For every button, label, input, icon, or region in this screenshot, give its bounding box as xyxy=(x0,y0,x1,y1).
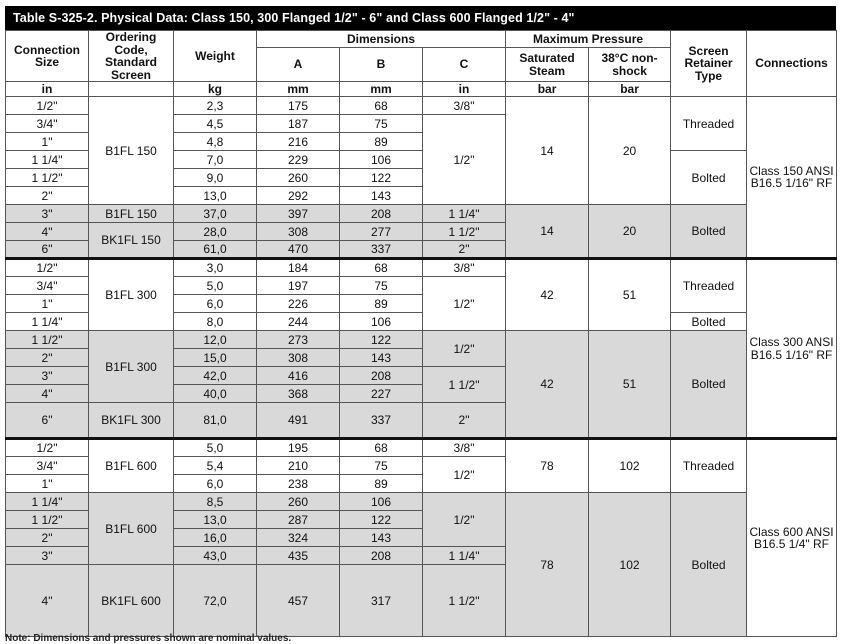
steam-pressure-cell: 14 xyxy=(506,97,589,205)
nonshock-pressure-cell: 20 xyxy=(589,97,671,205)
ordering-code-cell: BK1FL 600 xyxy=(89,565,174,637)
dim-b-cell: 227 xyxy=(340,385,423,403)
retainer-cell: Bolted xyxy=(671,493,747,637)
weight-cell: 5,0 xyxy=(174,277,257,295)
size-cell: 3" xyxy=(6,367,89,385)
dim-b-cell: 68 xyxy=(340,259,423,277)
unit-nonshock: bar xyxy=(589,82,671,97)
dim-a-cell: 210 xyxy=(257,457,340,475)
size-cell: 1" xyxy=(6,475,89,493)
nonshock-pressure-cell: 102 xyxy=(589,493,671,637)
dim-b-cell: 106 xyxy=(340,313,423,331)
dim-a-cell: 175 xyxy=(257,97,340,115)
dim-b-cell: 143 xyxy=(340,349,423,367)
retainer-cell: Bolted xyxy=(671,151,747,205)
dim-a-cell: 435 xyxy=(257,547,340,565)
dim-a-cell: 397 xyxy=(257,205,340,223)
weight-cell: 5,4 xyxy=(174,457,257,475)
header-dim-c: C xyxy=(423,48,506,82)
unit-c: in xyxy=(423,82,506,97)
weight-cell: 7,0 xyxy=(174,151,257,169)
size-cell: 3" xyxy=(6,205,89,223)
size-cell: 3/4" xyxy=(6,457,89,475)
header-dim-a: A xyxy=(257,48,340,82)
dim-a-cell: 216 xyxy=(257,133,340,151)
retainer-cell: Threaded xyxy=(671,259,747,313)
dim-b-cell: 68 xyxy=(340,97,423,115)
weight-cell: 61,0 xyxy=(174,241,257,259)
unit-weight: kg xyxy=(174,82,257,97)
size-cell: 3/4" xyxy=(6,115,89,133)
weight-cell: 16,0 xyxy=(174,529,257,547)
table-row xyxy=(6,331,837,349)
table-row xyxy=(6,439,837,457)
dim-c-cell: 1 1/2" xyxy=(423,565,506,637)
size-cell: 1 1/4" xyxy=(6,493,89,511)
connections-class600: Class 600 ANSI B16.5 1/4" RF xyxy=(747,439,837,637)
dim-b-cell: 122 xyxy=(340,331,423,349)
nonshock-pressure-cell: 51 xyxy=(589,259,671,331)
dim-a-cell: 470 xyxy=(257,241,340,259)
ordering-code-cell: B1FL 150 xyxy=(89,205,174,223)
size-cell: 6" xyxy=(6,403,89,439)
weight-cell: 37,0 xyxy=(174,205,257,223)
dim-b-cell: 143 xyxy=(340,529,423,547)
dim-a-cell: 457 xyxy=(257,565,340,637)
dim-c-cell: 2" xyxy=(423,241,506,259)
size-cell: 1 1/2" xyxy=(6,511,89,529)
weight-cell: 6,0 xyxy=(174,475,257,493)
header-connection-size: Connection Size xyxy=(6,31,89,82)
table-row xyxy=(6,97,837,115)
connections-class300: Class 300 ANSI B16.5 1/16" RF xyxy=(747,259,837,439)
weight-cell: 13,0 xyxy=(174,511,257,529)
dim-a-cell: 244 xyxy=(257,313,340,331)
weight-cell: 13,0 xyxy=(174,187,257,205)
steam-pressure-cell: 78 xyxy=(506,439,589,493)
dim-a-cell: 260 xyxy=(257,169,340,187)
weight-cell: 4,5 xyxy=(174,115,257,133)
size-cell: 6" xyxy=(6,241,89,259)
header-dimensions: Dimensions xyxy=(257,31,506,48)
retainer-cell: Bolted xyxy=(671,331,747,439)
size-cell: 1" xyxy=(6,295,89,313)
dim-a-cell: 491 xyxy=(257,403,340,439)
unit-a: mm xyxy=(257,82,340,97)
dim-a-cell: 324 xyxy=(257,529,340,547)
header-maximum-pressure: Maximum Pressure xyxy=(506,31,671,48)
weight-cell: 8,5 xyxy=(174,493,257,511)
header-screen-retainer-type: Screen Retainer Type xyxy=(671,31,747,97)
dim-b-cell: 75 xyxy=(340,115,423,133)
ordering-code-cell: B1FL 600 xyxy=(89,493,174,565)
connections-class150: Class 150 ANSI B16.5 1/16" RF xyxy=(747,97,837,259)
size-cell: 4" xyxy=(6,223,89,241)
dim-b-cell: 75 xyxy=(340,457,423,475)
dim-c-cell: 3/8" xyxy=(423,439,506,457)
dim-a-cell: 226 xyxy=(257,295,340,313)
header-dim-b: B xyxy=(340,48,423,82)
weight-cell: 4,8 xyxy=(174,133,257,151)
table-row xyxy=(6,205,837,223)
dim-b-cell: 68 xyxy=(340,439,423,457)
retainer-cell: Bolted xyxy=(671,205,747,259)
size-cell: 1 1/4" xyxy=(6,151,89,169)
dim-c-cell: 3/8" xyxy=(423,97,506,115)
dim-c-cell: 1/2" xyxy=(423,277,506,331)
weight-cell: 12,0 xyxy=(174,331,257,349)
dim-a-cell: 229 xyxy=(257,151,340,169)
dim-b-cell: 208 xyxy=(340,367,423,385)
ordering-code-cell: B1FL 150 xyxy=(89,97,174,205)
dim-a-cell: 416 xyxy=(257,367,340,385)
dim-a-cell: 287 xyxy=(257,511,340,529)
dim-a-cell: 308 xyxy=(257,223,340,241)
steam-pressure-cell: 42 xyxy=(506,331,589,439)
retainer-cell: Threaded xyxy=(671,439,747,493)
dim-c-cell: 3/8" xyxy=(423,259,506,277)
header-saturated-steam: Saturated Steam xyxy=(506,48,589,82)
table-row xyxy=(6,493,837,511)
dim-a-cell: 184 xyxy=(257,259,340,277)
physical-data-table xyxy=(5,30,837,637)
ordering-code-cell: B1FL 300 xyxy=(89,259,174,331)
steam-pressure-cell: 14 xyxy=(506,205,589,259)
dim-c-cell: 1/2" xyxy=(423,493,506,547)
steam-pressure-cell: 78 xyxy=(506,493,589,637)
weight-cell: 42,0 xyxy=(174,367,257,385)
dim-c-cell: 1 1/4" xyxy=(423,547,506,565)
ordering-code-cell: BK1FL 150 xyxy=(89,223,174,259)
size-cell: 2" xyxy=(6,349,89,367)
size-cell: 2" xyxy=(6,187,89,205)
dim-c-cell: 1/2" xyxy=(423,331,506,367)
weight-cell: 2,3 xyxy=(174,97,257,115)
size-cell: 4" xyxy=(6,565,89,637)
dim-b-cell: 337 xyxy=(340,403,423,439)
weight-cell: 43,0 xyxy=(174,547,257,565)
dim-b-cell: 143 xyxy=(340,187,423,205)
size-cell: 1" xyxy=(6,133,89,151)
dim-c-cell: 1 1/4" xyxy=(423,205,506,223)
dim-b-cell: 89 xyxy=(340,475,423,493)
unit-size: in xyxy=(6,82,89,97)
header-connections: Connections xyxy=(747,31,837,97)
size-cell: 1 1/2" xyxy=(6,331,89,349)
weight-cell: 81,0 xyxy=(174,403,257,439)
dim-c-cell: 1 1/2" xyxy=(423,223,506,241)
header-ordering-code-continued xyxy=(89,82,174,97)
weight-cell: 9,0 xyxy=(174,169,257,187)
table-row xyxy=(6,259,837,277)
weight-cell: 3,0 xyxy=(174,259,257,277)
dim-b-cell: 122 xyxy=(340,511,423,529)
dim-a-cell: 238 xyxy=(257,475,340,493)
dim-c-cell: 1/2" xyxy=(423,115,506,205)
dim-a-cell: 187 xyxy=(257,115,340,133)
ordering-code-cell: B1FL 600 xyxy=(89,439,174,493)
dim-b-cell: 317 xyxy=(340,565,423,637)
retainer-cell: Threaded xyxy=(671,97,747,151)
dim-b-cell: 277 xyxy=(340,223,423,241)
weight-cell: 5,0 xyxy=(174,439,257,457)
nonshock-pressure-cell: 20 xyxy=(589,205,671,259)
dim-a-cell: 260 xyxy=(257,493,340,511)
retainer-cell: Bolted xyxy=(671,313,747,331)
size-cell: 1 1/2" xyxy=(6,169,89,187)
header-non-shock: 38°C non-shock xyxy=(589,48,671,82)
dim-a-cell: 292 xyxy=(257,187,340,205)
ordering-code-cell: BK1FL 300 xyxy=(89,403,174,439)
footnote: Note: Dimensions and pressures shown are nominal values. xyxy=(5,633,292,644)
size-cell: 1/2" xyxy=(6,259,89,277)
dim-a-cell: 197 xyxy=(257,277,340,295)
dim-b-cell: 122 xyxy=(340,169,423,187)
dim-b-cell: 106 xyxy=(340,151,423,169)
dim-b-cell: 89 xyxy=(340,295,423,313)
dim-a-cell: 368 xyxy=(257,385,340,403)
steam-pressure-cell: 42 xyxy=(506,259,589,331)
weight-cell: 6,0 xyxy=(174,295,257,313)
size-cell: 2" xyxy=(6,529,89,547)
dim-a-cell: 195 xyxy=(257,439,340,457)
weight-cell: 40,0 xyxy=(174,385,257,403)
dim-b-cell: 106 xyxy=(340,493,423,511)
weight-cell: 28,0 xyxy=(174,223,257,241)
dim-b-cell: 89 xyxy=(340,133,423,151)
dim-b-cell: 75 xyxy=(340,277,423,295)
size-cell: 1/2" xyxy=(6,97,89,115)
weight-cell: 15,0 xyxy=(174,349,257,367)
size-cell: 3/4" xyxy=(6,277,89,295)
weight-cell: 72,0 xyxy=(174,565,257,637)
dim-b-cell: 337 xyxy=(340,241,423,259)
dim-a-cell: 273 xyxy=(257,331,340,349)
nonshock-pressure-cell: 51 xyxy=(589,331,671,439)
size-cell: 3" xyxy=(6,547,89,565)
dim-c-cell: 1/2" xyxy=(423,457,506,493)
nonshock-pressure-cell: 102 xyxy=(589,439,671,493)
header-weight: Weight xyxy=(174,31,257,82)
dim-b-cell: 208 xyxy=(340,547,423,565)
dim-a-cell: 308 xyxy=(257,349,340,367)
size-cell: 1 1/4" xyxy=(6,313,89,331)
header-ordering-code: Ordering Code, Standard Screen xyxy=(89,31,174,82)
dim-c-cell: 2" xyxy=(423,403,506,439)
dim-b-cell: 208 xyxy=(340,205,423,223)
size-cell: 1/2" xyxy=(6,439,89,457)
unit-b: mm xyxy=(340,82,423,97)
dim-c-cell: 1 1/2" xyxy=(423,367,506,403)
size-cell: 4" xyxy=(6,385,89,403)
table-title: Table S-325-2. Physical Data: Class 150, 300 Flanged 1/2" - 6" and Class 600 Flanged 1/2" - 4" xyxy=(5,6,836,30)
weight-cell: 8,0 xyxy=(174,313,257,331)
unit-steam: bar xyxy=(506,82,589,97)
ordering-code-cell: B1FL 300 xyxy=(89,331,174,403)
